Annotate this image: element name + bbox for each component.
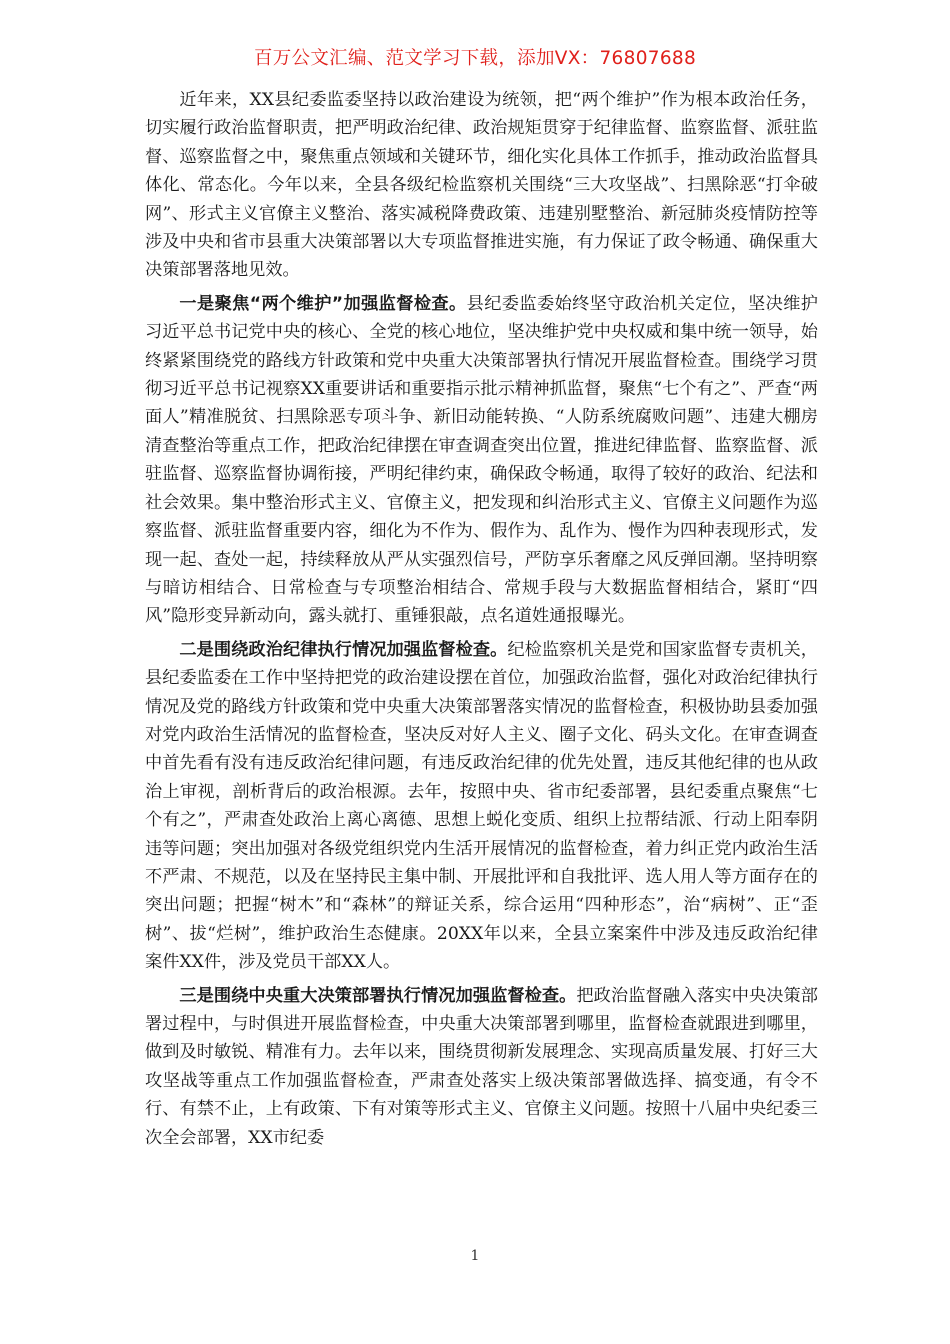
paragraph-text: 县纪委监委始终坚守政治机关定位，坚决维护习近平总书记党中央的核心、全党的核心地位，坚决维护党中央权威和集中统一领导，始终紧紧围绕党的路线方针政策和党中央重大决策部署执行情况开展监督检查。围绕学习贯彻习近平总书记视察XX重要讲话和重要指示批示精神抓监督，聚焦“七个有之”、严查“两面人”精准脱贫、扫黑除恶专项斗争、新旧动能转换、“人防系统腐败问题”、违建大棚房清查整治等重点工作，把政治纪律摆在审查调查突出位置，推进纪律监督、监察监督、派驻监督、巡察监督协调衔接，严明纪律约束，确保政令畅通，取得了较好的政治、纪法和社会效果。集中整治形式主义、官僚主义，把发现和纠治形式主义、官僚主义问题作为巡察监督、派驻监督重要内容，细化为不作为、假作为、乱作为、慢作为四种表现形式，发现一起、查处一起，持续释放从严从实强烈信号，严防享乐奢靡之风反弹回潮。坚持明察与暗访相结合、日常检查与专项整治相结合、常规手段与大数据监督相结合，紧盯“四风”隐形变异新动向，露头就打、重锤狠敲，点名道姓通报曝光。: [145, 293, 818, 627]
paragraph-point-one: [145, 290, 818, 631]
paragraph-intro: [145, 86, 818, 285]
paragraph-text: 纪检监察机关是党和国家监督专责机关，县纪委监委在工作中坚持把党的政治建设摆在首位，加强政治监督，强化对政治纪律执行情况及党的路线方针政策和党中央重大决策部署落实情况的监督检查，积极协助县委加强对党内政治生活情况的监督检查，坚决反对好人主义、圈子文化、码头文化。在审查调查中首先看有没有违反政治纪律问题，有违反政治纪律的优先处置，违反其他纪律的也从政治上审视，剖析背后的政治根源。去年，按照中央、省市纪委部署，县纪委重点聚焦“七个有之”，严肃查处政治上离心离德、思想上蜕化变质、组织上拉帮结派、行动上阳奉阴违等问题；突出加强对各级党组织党内生活开展情况的监督检查，着力纠正党内政治生活不严肃、不规范，以及在坚持民主集中制、开展批评和自我批评、选人用人等方面存在的突出问题；把握“树木”和“森林”的辩证关系，综合运用“四种形态”，治“病树”、正“歪树”、拔“烂树”，维护政治生态健康。20XX年以来，全县立案案件中涉及违反政治纪律案件XX件，涉及党员干部XX人。: [145, 639, 818, 973]
paragraph-point-three: [145, 982, 818, 1152]
page-number: 1: [470, 1248, 480, 1264]
paragraph-text: 把政治监督融入落实中央决策部署过程中，与时俱进开展监督检查，中央重大决策部署到哪里，监督检查就跟进到哪里，做到及时敏锐、精准有力。去年以来，围绕贯彻新发展理念、实现高质量发展、打好三大攻坚战等重点工作加强监督检查，严肃查处落实上级决策部署做选择、搞变通，有令不行、有禁不止，上有政策、下有对策等形式主义、官僚主义问题。按照十八届中央纪委三次全会部署，XX市纪委: [145, 985, 818, 1148]
document-body: [145, 86, 818, 1157]
paragraph-heading: 三是围绕中央重大决策部署执行情况加强监督检查。: [179, 985, 577, 1006]
paragraph-point-two: [145, 636, 818, 977]
paragraph-heading: 一是聚焦“两个维护”加强监督检查。: [179, 293, 467, 314]
watermark-header: 百万公文汇编、范文学习下载，添加VX：76807688: [253, 48, 697, 69]
paragraph-text: 近年来，XX县纪委监委坚持以政治建设为统领，把“两个维护”作为根本政治任务，切实履行政治监督职责，把严明政治纪律、政治规矩贯穿于纪律监督、监察监督、派驻监督、巡察监督之中，聚焦重点领域和关键环节，细化实化具体工作抓手，推动政治监督具体化、常态化。今年以来，全县各级纪检监察机关围绕“三大攻坚战”、扫黑除恶“打伞破网”、形式主义官僚主义整治、落实减税降费政策、违建别墅整治、新冠肺炎疫情防控等涉及中央和省市县重大决策部署以大专项监督推进实施，有力保证了政令畅通、确保重大决策部署落地见效。: [145, 90, 818, 281]
paragraph-heading: 二是围绕政治纪律执行情况加强监督检查。: [179, 639, 508, 660]
